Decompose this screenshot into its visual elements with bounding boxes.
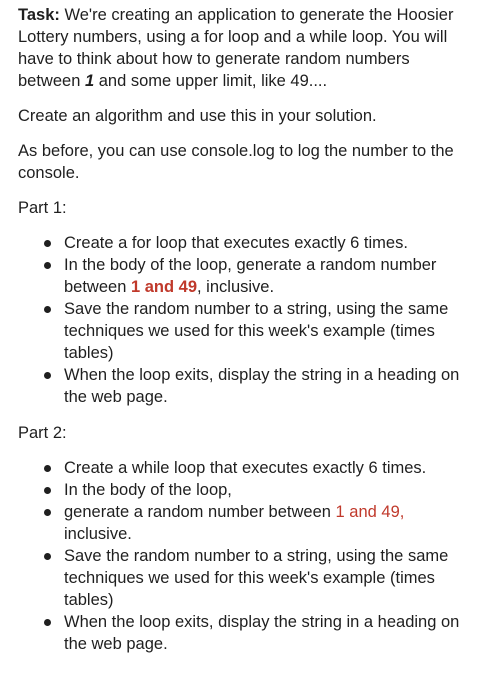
list-item [64, 364, 462, 408]
list-item-text: When the loop exits, display the string in a heading on the web page. [64, 613, 460, 653]
list-item [64, 457, 462, 479]
part-1-label: Part 1: [18, 199, 67, 217]
list-item-text: Save the random number to a string, using the same techniques we used for this week's example (times tables) [64, 300, 449, 362]
list-item [64, 254, 462, 298]
list-item [64, 611, 462, 655]
bullet-icon [44, 240, 51, 247]
list-item-text: generate a random number between [64, 503, 336, 521]
algorithm-instruction: Create an algorithm and use this in your solution. [18, 107, 377, 125]
bullet-icon [44, 487, 51, 494]
task-text-2: and some upper limit, like 49.... [94, 72, 328, 90]
task-text-1: We're creating an application to generate the Hoosier Lottery numbers, using a for loop and a while loop. You will have to think about how to generate random numbers between [18, 6, 454, 90]
list-item-text: In the body of the loop, generate a random number between [64, 256, 437, 296]
bullet-icon [44, 262, 51, 269]
list-item [64, 479, 462, 501]
list-item-text: When the loop exits, display the string in a heading on the web page. [64, 366, 460, 406]
list-item [64, 232, 462, 254]
list-item [64, 501, 462, 545]
list-item [64, 545, 462, 611]
task-emphasis-number: 1 [84, 72, 95, 90]
list-item [64, 298, 462, 364]
range-highlight: 1 and 49, [335, 503, 405, 521]
list-item-text: In the body of the loop, [64, 481, 232, 499]
bullet-icon [44, 465, 51, 472]
list-item-text-after: , inclusive. [197, 278, 275, 296]
part-2-label: Part 2: [18, 424, 67, 442]
list-item-text-after: inclusive. [64, 525, 132, 543]
bullet-icon [44, 509, 51, 516]
list-item-text: Save the random number to a string, using the same techniques we used for this week's example (times tables) [64, 547, 449, 609]
range-highlight: 1 and 49 [130, 278, 198, 296]
part-2-list [18, 457, 462, 655]
bullet-icon [44, 372, 51, 379]
list-item-text: Create a while loop that executes exactly 6 times. [64, 459, 427, 477]
console-instruction: As before, you can use console.log to log the number to the console. [18, 142, 454, 182]
bullet-icon [44, 619, 51, 626]
list-item-text: Create a for loop that executes exactly 6 times. [64, 234, 408, 252]
task-description [18, 4, 462, 92]
bullet-icon [44, 306, 51, 313]
bullet-icon [44, 553, 51, 560]
task-label: Task: [18, 6, 60, 24]
part-1-list [18, 232, 462, 408]
